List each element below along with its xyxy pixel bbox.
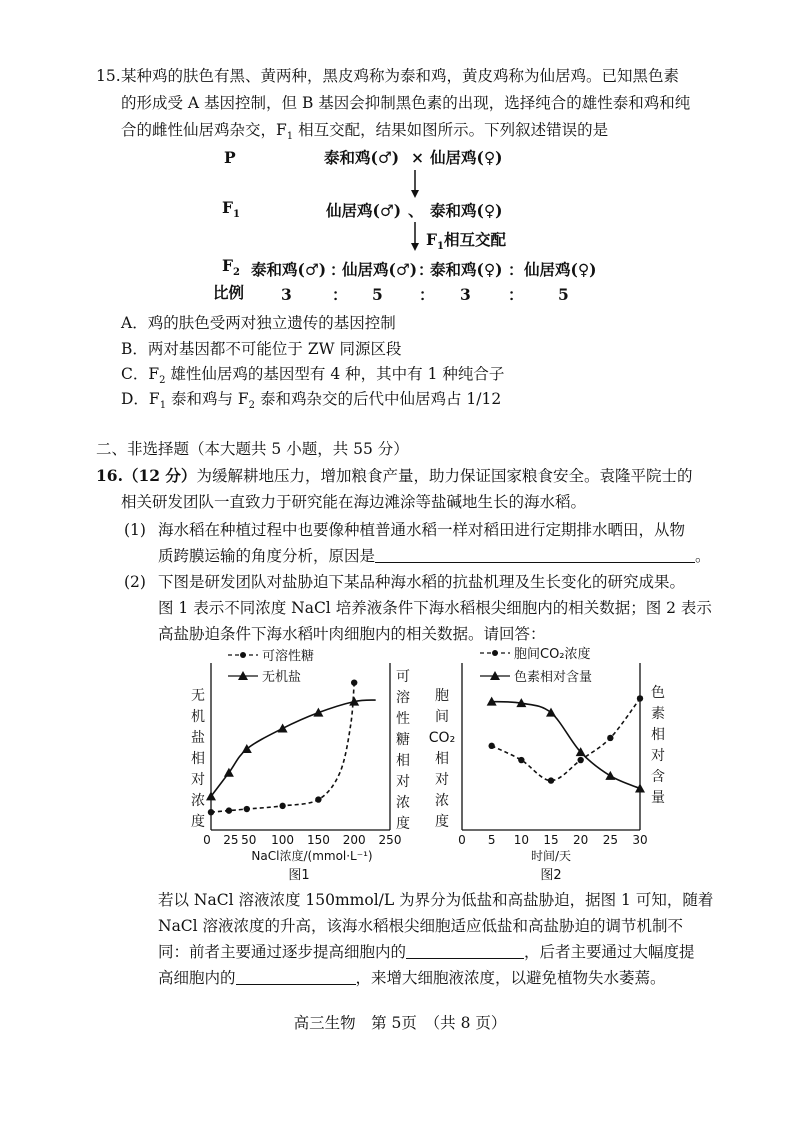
chart2-left-axis-label: 间 <box>435 709 449 725</box>
chart1-point <box>279 803 285 809</box>
cross-f2-item: 仙居鸡(♀) <box>524 260 597 279</box>
chart1-x-tick: 150 <box>306 833 330 847</box>
chart1-point <box>224 768 234 777</box>
chart2-x-tick: 5 <box>487 833 496 847</box>
q15-option-c: C．$F_2$ 雄性仙居鸡的基因型有 4 种，其中有 1 种纯合子 <box>121 365 505 387</box>
chart1-x-tick: 100 <box>271 833 295 847</box>
q15-stem-line1: 某种鸡的肤色有黑、黄两种，黑皮鸡称为泰和鸡，黄皮鸡称为仙居鸡。已知黑色素 <box>121 67 680 85</box>
chart1-x-label: NaCl浓度/(mmol·L⁻¹) <box>251 849 373 863</box>
chart1-left-axis-label: 相 <box>191 751 205 767</box>
q16-part1-number: (1) <box>124 521 146 539</box>
chart1-right-axis-label: 可 <box>396 669 410 685</box>
q16-part1-line1: 海水稻在种植过程中也要像种植普通水稻一样对稻田进行定期排水晒田，从物 <box>158 521 686 539</box>
chart2-x-label: 时间/天 <box>530 849 572 863</box>
chart2-series-line <box>492 702 640 789</box>
cross-ratio-colon: ： <box>508 285 524 304</box>
cross-f1-sep: 、 <box>408 201 424 220</box>
q15-number: 15. <box>96 67 121 85</box>
q16-intro-line2: 相关研发团队一直致力于研究能在海边滩涂等盐碱地生长的海水稻。 <box>121 493 587 511</box>
chart2-x-tick: 10 <box>513 833 529 847</box>
chart2-left-axis-label: 胞 <box>435 688 449 704</box>
cross-ratio-value: 5 <box>372 285 383 304</box>
chart1-x-tick: 250 <box>378 833 402 847</box>
chart1-x-tick: 50 <box>241 833 257 847</box>
q16-part2-line2: 图 1 表示不同浓度 NaCl 培养液条件下海水稻根尖细胞内的相关数据；图 2 表示 <box>158 599 712 617</box>
cross-f2-item: 仙居鸡(♂) <box>342 260 418 279</box>
chart2-legend-co2-marker <box>492 650 498 656</box>
q16-after-line4: 高细胞内的 ，来增大细胞液浓度，以避免植物失水萎蔫。 <box>158 969 666 987</box>
q16-part2-number: (2) <box>124 573 146 591</box>
cross-p-male: 泰和鸡(♂) <box>324 148 400 167</box>
chart2-left-axis-label: 浓 <box>435 793 449 809</box>
cross-ratio-value: 3 <box>460 285 471 304</box>
chart1-right-axis-label: 度 <box>396 816 410 832</box>
chart1-point <box>208 809 214 815</box>
q16-after-line1: 若以 NaCl 溶液浓度 150mmol/L 为界分为低盐和高盐胁迫，据图 1 可知，随着 <box>158 891 714 909</box>
section-title: 二、非选择题（本大题共 5 小题，共 55 分） <box>96 440 409 458</box>
chart1 <box>191 648 410 883</box>
chart2-point <box>605 771 615 780</box>
chart1-right-axis-label: 性 <box>396 711 410 727</box>
cross-p-female: 仙居鸡(♀) <box>430 148 503 167</box>
chart1-left-axis-label: 度 <box>191 814 205 830</box>
cross-f2-label: $F_2$ <box>222 256 240 279</box>
q16-part2-line3: 高盐胁迫条件下海水稻叶肉细胞内的相关数据。请回答： <box>158 625 546 643</box>
q16-part2-line1: 下图是研发团队对盐胁迫下某品种海水稻的抗盐机理及生长变化的研究成果。 <box>158 573 686 591</box>
chart2-point <box>577 757 583 763</box>
cross-ratio-value: 5 <box>558 285 569 304</box>
q16-intro-line1: 16.（12 分）为缓解耕地压力，增加粮食产量，助力保证国家粮食安全。袁隆平院士的 <box>96 466 693 485</box>
chart1-right-axis-label: 相 <box>396 753 410 769</box>
chart1-x-tick: 25 <box>223 833 239 847</box>
chart1-series-line <box>211 683 354 813</box>
chart2-right-axis-label: 对 <box>651 748 665 764</box>
chart1-series-line <box>211 700 376 796</box>
answer-blank-2[interactable] <box>406 942 524 959</box>
chart2-right-axis-label: 色 <box>651 685 665 701</box>
answer-blank-3[interactable] <box>236 968 356 985</box>
chart2-point <box>637 695 643 701</box>
q16-after-line2: NaCl 溶液浓度的升高，该海水稻根尖细胞适应低盐和高盐胁迫的调节机制不 <box>158 917 684 935</box>
q15-stem-line2: 的形成受 A 基因控制，但 B 基因会抑制黑色素的出现，选择纯合的雄性泰和鸡和纯 <box>121 94 691 112</box>
chart1-x-tick: 0 <box>203 833 211 847</box>
cross-f2-item: 泰和鸡(♀) <box>430 260 503 279</box>
cross-ratio-label: 比例 <box>213 283 245 302</box>
chart2-point <box>607 735 613 741</box>
cross-f2-colon: ： <box>330 260 346 279</box>
chart2-legend-pig: 色素相对含量 <box>514 670 593 685</box>
chart2-right-axis-label: 素 <box>651 706 665 722</box>
chart1-point <box>226 807 232 813</box>
cross-f2-colon: ： <box>508 260 524 279</box>
chart1-left-axis-label: 机 <box>191 709 205 725</box>
cross-f1-male: 仙居鸡(♂) <box>326 201 402 220</box>
chart2-left-axis-label: 对 <box>435 772 449 788</box>
cross-times: × <box>411 148 424 167</box>
chart2-point <box>518 757 524 763</box>
chart1-point <box>242 744 252 753</box>
chart2-x-tick: 15 <box>543 833 559 847</box>
chart2-legend-co2: 胞间CO₂浓度 <box>514 647 591 662</box>
chart2-right-axis-label: 量 <box>651 790 665 806</box>
chart1-x-tick: 200 <box>342 833 366 847</box>
chart2-x-tick: 20 <box>573 833 589 847</box>
cross-f2-colon: ： <box>418 260 434 279</box>
page-footer: 高三生物 第 5页 （共 8 页） <box>293 1014 507 1032</box>
chart1-point <box>278 723 288 732</box>
chart1-point <box>244 806 250 812</box>
chart2-right-axis-label: 含 <box>651 769 665 785</box>
chart1-point <box>351 679 357 685</box>
chart2-left-axis-label: 度 <box>435 814 449 830</box>
cross-ratio-value: 3 <box>281 285 292 304</box>
q15-option-d: D．$F_1$ 泰和鸡与 $F_2$ 泰和鸡杂交的后代中仙居鸡占 1/12 <box>121 390 502 412</box>
chart2-right-axis-label: 相 <box>651 727 665 743</box>
chart1-right-axis-label: 对 <box>396 774 410 790</box>
chart1-caption: 图1 <box>288 868 310 883</box>
chart1-legend-salt: 无机盐 <box>262 670 302 685</box>
chart2-point <box>546 708 556 717</box>
q15-stem-line3: 合的雌性仙居鸡杂交，$F_1$ 相互交配，结果如图所示。下列叙述错误的是 <box>121 121 609 143</box>
chart1-point <box>315 796 321 802</box>
cross-f2-item: 泰和鸡(♂) <box>251 260 327 279</box>
chart2 <box>429 646 665 883</box>
cross-f1-female: 泰和鸡(♀) <box>430 201 503 220</box>
chart1-legend-sugar: 可溶性糖 <box>262 649 315 664</box>
cross-ratio-colon: ： <box>419 285 435 304</box>
chart1-left-axis-label: 浓 <box>191 793 205 809</box>
chart2-x-tick: 0 <box>458 833 466 847</box>
chart1-legend-sugar-marker <box>240 652 246 658</box>
chart2-left-axis-label: 相 <box>435 751 449 767</box>
cross-p-label: P <box>224 148 236 167</box>
q16-part1-line2: 质跨膜运输的角度分析，原因是 。 <box>158 547 711 565</box>
cross-f1-label: $F_1$ <box>222 198 240 221</box>
cross-f1-action: $F_1$相互交配 <box>426 230 506 253</box>
cross-ratio-colon: ： <box>332 285 348 304</box>
chart1-right-axis-label: 溶 <box>396 690 410 706</box>
chart2-point <box>488 743 494 749</box>
chart1-left-axis-label: 无 <box>191 688 205 704</box>
q15-option-b: B．两对基因都不可能位于 ZW 同源区段 <box>121 340 402 358</box>
chart2-caption: 图2 <box>540 868 562 883</box>
q15-option-a: A．鸡的肤色受两对独立遗传的基因控制 <box>121 314 396 332</box>
chart2-left-axis-label: CO₂ <box>428 730 456 746</box>
chart2-x-tick: 25 <box>602 833 618 847</box>
chart1-right-axis-label: 糖 <box>396 732 410 748</box>
q16-after-line3: 同：前者主要通过逐步提高细胞内的 ，后者主要通过大幅度提 <box>158 943 695 961</box>
chart1-right-axis-label: 浓 <box>396 795 410 811</box>
chart2-series-line <box>492 698 640 780</box>
chart1-left-axis-label: 盐 <box>191 730 205 746</box>
chart2-x-tick: 30 <box>632 833 648 847</box>
chart2-point <box>548 777 554 783</box>
chart1-left-axis-label: 对 <box>191 772 205 788</box>
